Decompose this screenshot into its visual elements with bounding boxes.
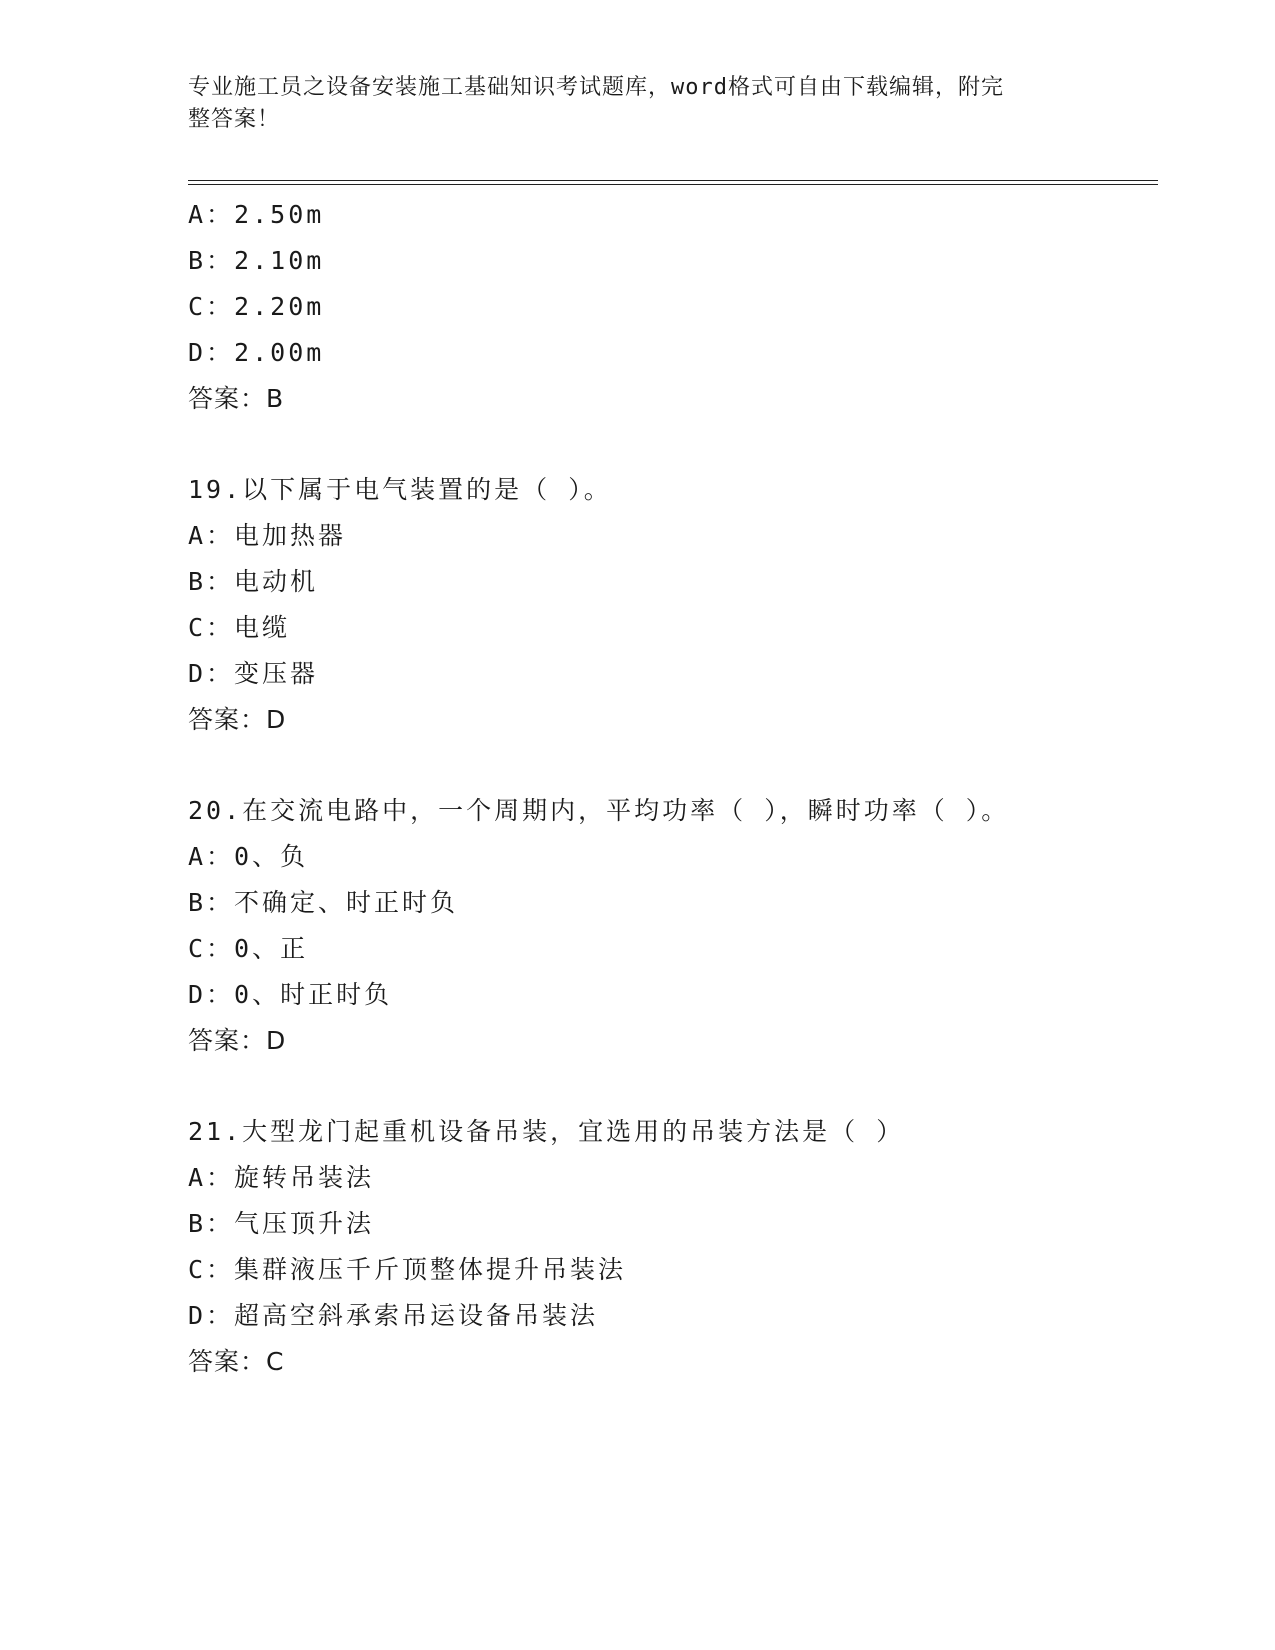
spacer bbox=[188, 743, 1158, 788]
answer: 答案：B bbox=[188, 384, 285, 413]
header-line-1: 专业施工员之设备安装施工基础知识考试题库，word格式可自由下载编辑，附完 bbox=[188, 75, 1004, 100]
option-a: A：电加热器 bbox=[188, 521, 347, 550]
spacer bbox=[188, 422, 1158, 467]
question-list bbox=[188, 192, 1158, 1385]
header-rule-top bbox=[188, 180, 1158, 181]
option-b: B：气压顶升法 bbox=[188, 1209, 375, 1238]
option-a: A：旋转吊装法 bbox=[188, 1163, 375, 1192]
option-d: D：超高空斜承索吊运设备吊装法 bbox=[188, 1301, 599, 1330]
option-c: C：2.20m bbox=[188, 292, 325, 321]
question-text: 20.在交流电路中，一个周期内，平均功率（ ），瞬时功率（ ）。 bbox=[188, 796, 1010, 825]
option-d: D：2.00m bbox=[188, 338, 325, 367]
answer: 答案：D bbox=[188, 1026, 287, 1055]
question-block-18 bbox=[188, 192, 1158, 422]
spacer bbox=[188, 1064, 1158, 1109]
option-b: B：电动机 bbox=[188, 567, 319, 596]
answer: 答案：C bbox=[188, 1347, 285, 1376]
question-block-19 bbox=[188, 467, 1158, 743]
header-rule-bottom bbox=[188, 184, 1158, 185]
option-c: C：电缆 bbox=[188, 613, 291, 642]
option-a: A：2.50m bbox=[188, 200, 325, 229]
option-d: D：变压器 bbox=[188, 659, 319, 688]
header-line-2: 整答案！ bbox=[188, 107, 281, 132]
option-a: A：0、负 bbox=[188, 842, 309, 871]
question-block-20 bbox=[188, 788, 1158, 1064]
option-c: C：0、正 bbox=[188, 934, 309, 963]
question-text: 19.以下属于电气装置的是（ ）。 bbox=[188, 475, 612, 504]
option-c: C：集群液压千斤顶整体提升吊装法 bbox=[188, 1255, 627, 1284]
question-block-21 bbox=[188, 1109, 1158, 1385]
question-text: 21.大型龙门起重机设备吊装，宜选用的吊装方法是（ ） bbox=[188, 1117, 905, 1146]
option-b: B：不确定、时正时负 bbox=[188, 888, 459, 917]
answer: 答案：D bbox=[188, 705, 287, 734]
option-d: D：0、时正时负 bbox=[188, 980, 393, 1009]
document-header bbox=[188, 72, 1068, 136]
option-b: B：2.10m bbox=[188, 246, 325, 275]
